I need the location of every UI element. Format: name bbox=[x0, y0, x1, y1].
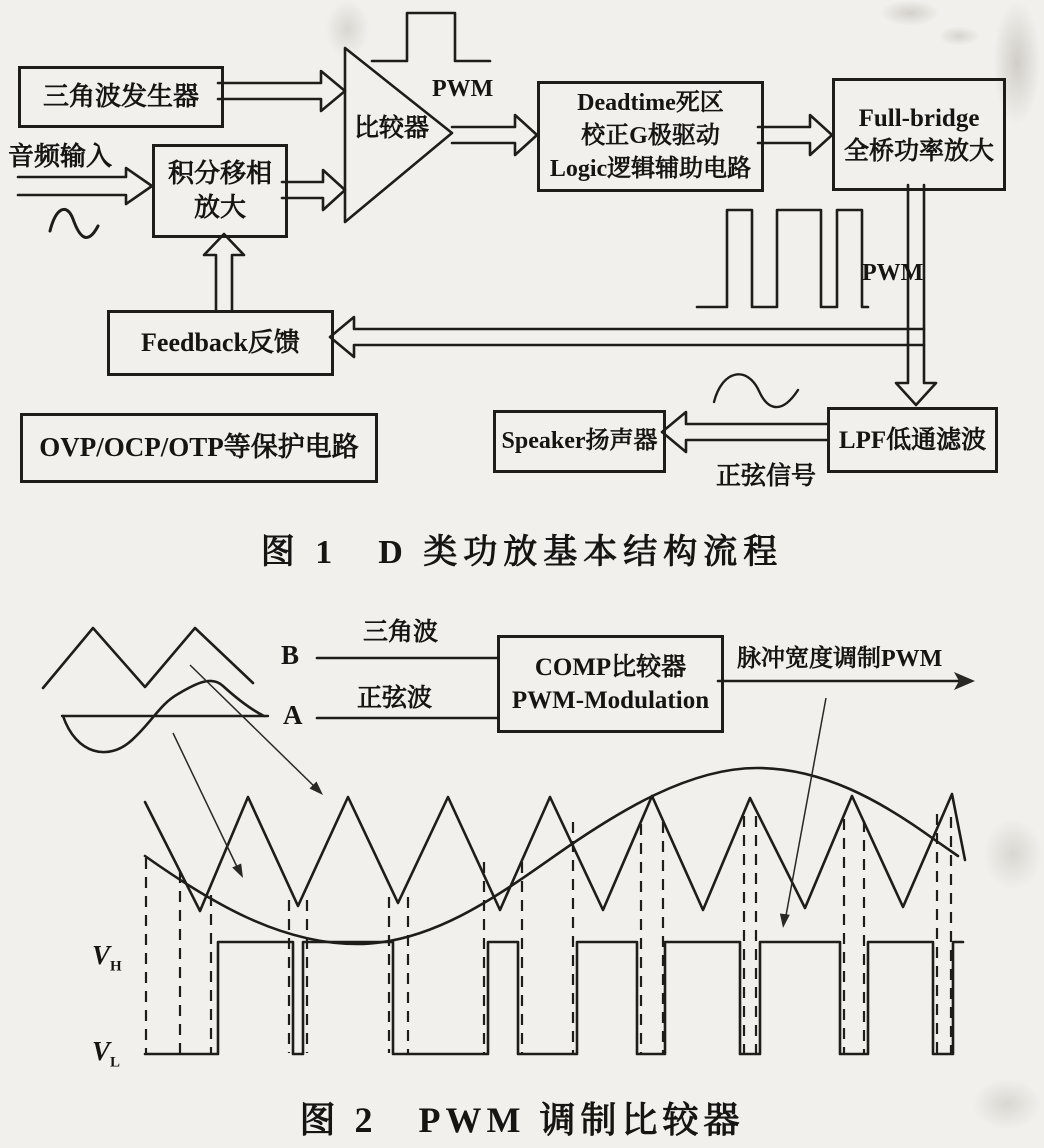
figure2-caption: 图 2 PWM 调制比较器 bbox=[299, 1100, 745, 1140]
block-label: 全桥功率放大 bbox=[843, 137, 994, 165]
block-label: Speaker扬声器 bbox=[501, 427, 658, 454]
vh-level-label bbox=[92, 940, 122, 975]
single-pulse-waveform bbox=[372, 13, 490, 61]
vl-level-label bbox=[92, 1036, 120, 1071]
sine-wave-label: 正弦波 bbox=[357, 685, 433, 712]
figure1-caption: 图 1 D 类功放基本结构流程 bbox=[260, 534, 784, 571]
input-a-label: A bbox=[283, 700, 303, 730]
arrow-audio-input bbox=[18, 168, 152, 204]
modulating-sine-wave bbox=[145, 768, 958, 944]
arrow-feedback-line bbox=[330, 317, 924, 357]
block-label: 三角波发生器 bbox=[42, 81, 199, 111]
block-integrator bbox=[152, 144, 288, 238]
lpf-output-sine-icon bbox=[714, 374, 798, 407]
annotation-arrow-to-pwm bbox=[785, 698, 826, 921]
vh-sub: H bbox=[110, 958, 122, 975]
block-deadtime-logic bbox=[537, 81, 764, 192]
block-fullbridge bbox=[832, 78, 1006, 191]
block-label: Logic逻辑辅助电路 bbox=[549, 156, 752, 183]
block-label: Feedback反馈 bbox=[141, 327, 300, 357]
audio-input-label: 音频输入 bbox=[8, 142, 113, 171]
block-comp-modulator bbox=[497, 635, 724, 733]
arrow-deadtime-to-fullbridge bbox=[758, 115, 832, 155]
annotation-arrowhead bbox=[780, 914, 790, 929]
arrow-fullbridge-down-to-lpf bbox=[896, 185, 936, 405]
block-label: COMP比较器 bbox=[534, 654, 687, 681]
triangle-wave-sketch bbox=[43, 628, 253, 688]
block-label: LPF低通滤波 bbox=[838, 426, 987, 454]
annotation-arrowhead bbox=[232, 864, 243, 879]
block-feedback bbox=[107, 310, 334, 376]
carrier-triangle-wave bbox=[145, 794, 965, 911]
vh-base: V bbox=[92, 940, 111, 970]
input-b-label: B bbox=[281, 640, 300, 670]
block-protection bbox=[20, 413, 378, 483]
pwm-output-waveform bbox=[145, 942, 963, 1054]
block-speaker bbox=[493, 410, 666, 473]
block-label: OVP/OCP/OTP等保护电路 bbox=[39, 432, 359, 463]
sine-signal-label: 正弦信号 bbox=[716, 463, 817, 490]
arrow-feedback-to-integrator bbox=[204, 234, 244, 310]
vl-sub: L bbox=[110, 1054, 121, 1071]
pwm-bridge-label: PWM bbox=[862, 260, 924, 286]
comparator-label: 比较器 bbox=[354, 115, 430, 142]
block-label: Full-bridge bbox=[858, 104, 980, 132]
arrow-integrator-to-comparator bbox=[282, 170, 345, 210]
pwm-comparator-out-label: PWM bbox=[432, 76, 494, 102]
arrow-lpf-to-speaker bbox=[662, 412, 827, 452]
arrow-trianglegen-to-comparator bbox=[218, 71, 345, 111]
block-label: 放大 bbox=[193, 193, 246, 222]
block-label: 校正G极驱动 bbox=[581, 122, 720, 149]
block-triangle-generator bbox=[18, 66, 224, 128]
block-lpf bbox=[827, 407, 998, 473]
block-label: 积分移相 bbox=[167, 158, 272, 188]
triangle-wave-label: 三角波 bbox=[363, 619, 439, 646]
pwm-modulated-label: 脉冲宽度调制PWM bbox=[737, 646, 943, 672]
vl-base: V bbox=[92, 1036, 111, 1066]
audio-sine-icon bbox=[50, 209, 98, 237]
block-label: Deadtime死区 bbox=[577, 89, 724, 116]
block-label: PWM-Modulation bbox=[511, 687, 710, 714]
pwm-pulse-train bbox=[697, 210, 868, 307]
arrow-comparator-to-deadtime bbox=[452, 115, 537, 155]
annotation-arrow-to-sine bbox=[173, 733, 239, 871]
